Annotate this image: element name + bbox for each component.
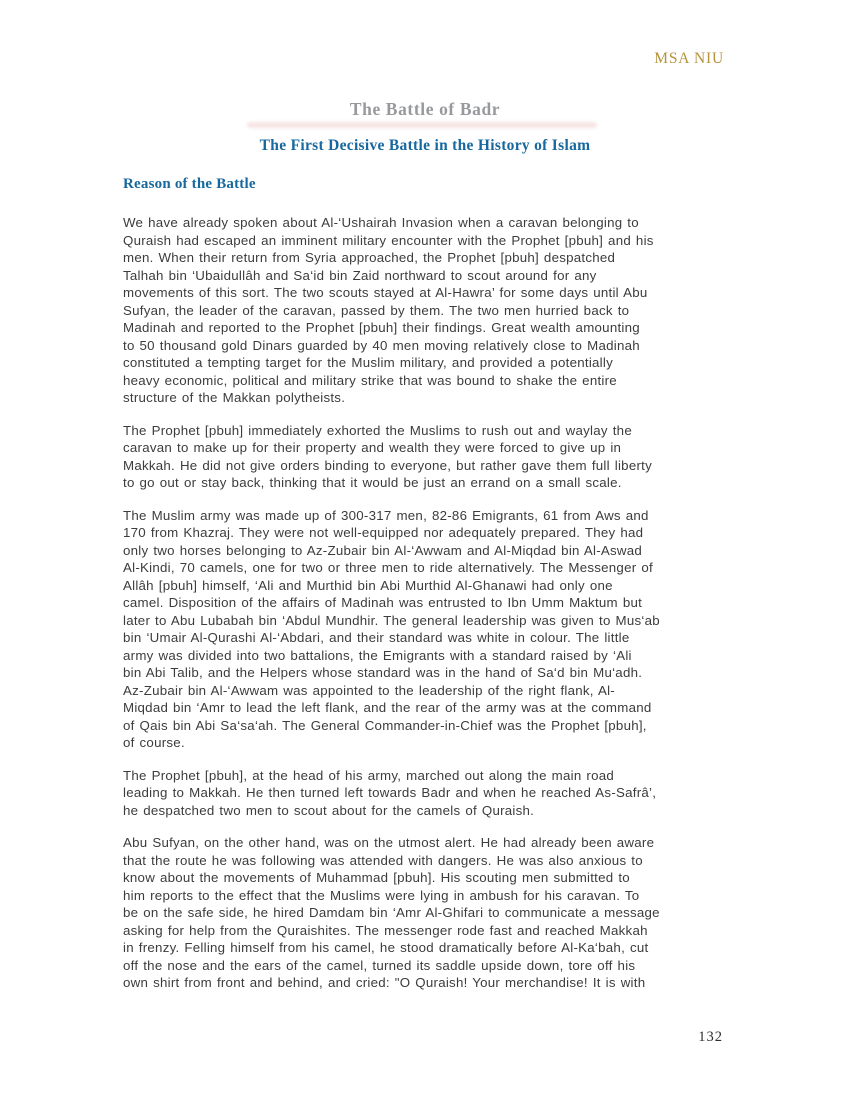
text-line: Quraish had escaped an imminent military encounter with the Prophet [pbuh] and his [123, 232, 654, 248]
text-line: to go out or stay back, thinking that it would be just an errand on a small scale. [123, 475, 622, 490]
text-line: Madinah and reported to the Prophet [pbuh] their findings. Great wealth amounting [123, 320, 640, 335]
text-line: Az-Zubair bin Al-‘Awwam was appointed to the leadership of the right flank, Al- [123, 682, 615, 698]
text-line: The Muslim army was made up of 300-317 men, 82-86 Emigrants, 61 from Aws and [123, 507, 649, 523]
text-line: be on the safe side, he hired Damdam bin ‘Amr Al-Ghifari to communicate a message [123, 905, 660, 920]
text-line: only two horses belonging to Az-Zubair bin Al-‘Awwam and Al-Miqdad bin Al-Aswad [123, 542, 643, 558]
text-line: army was divided into two battalions, the Emigrants with a standard raised by ‘Ali [123, 647, 632, 663]
text-line: of course. [123, 735, 185, 750]
text-line: Abu Sufyan, on the other hand, was on the utmost alert. He had already been aware [123, 835, 655, 850]
page-title: The Battle of Badr [349, 99, 501, 119]
text-line: movements of this sort. The two scouts stayed at Al-Hawra’ for some days until Abu [123, 285, 648, 300]
text-line: him reports to the effect that the Muslims were lying in ambush for his caravan. To [123, 887, 640, 903]
text-line: constituted a tempting target for the Muslim military, and provided a potentially [123, 355, 613, 370]
paragraph [123, 214, 735, 407]
text-line: Miqdad bin ‘Amr to lead the left flank, and the rear of the army was at the command [123, 700, 652, 715]
text-line: caravan to make up for their property and wealth they were forced to give up in [123, 440, 622, 455]
scan-artifact [247, 122, 597, 128]
text-line: Talhah bin ‘Ubaidullâh and Sa‘id bin Zaid northward to scout around for any [123, 267, 597, 283]
header-org-label: MSA NIU [654, 50, 724, 67]
text-line: in frenzy. Felling himself from his camel, he stood dramatically before Al-Ka‘bah, cut [123, 940, 649, 955]
document-subtitle: The First Decisive Battle in the History of Islam [259, 137, 591, 154]
text-line: that the route he was following was attended with dangers. He was also anxious to [123, 852, 643, 868]
text-line: heavy economic, political and military strike that was bound to shake the entire [123, 372, 617, 388]
paragraph [123, 767, 735, 820]
text-line: We have already spoken about Al-‘Ushairah Invasion when a caravan belonging to [123, 215, 639, 230]
text-line: Al-Kindi, 70 camels, one for two or three men to ride alternatively. The Messenger of [123, 560, 653, 575]
text-line: The Prophet [pbuh], at the head of his army, marched out along the main road [123, 767, 615, 783]
page-number: 132 [698, 1029, 723, 1045]
text-line: asking for help from the Quraishites. The messenger rode fast and reached Makkah [123, 922, 648, 938]
paragraph [123, 834, 735, 992]
text-line: camel. Disposition of the affairs of Madinah was entrusted to Ibn Umm Maktum but [123, 595, 643, 610]
text-line: Makkah. He did not give orders binding to everyone, but rather gave them full liberty [123, 457, 652, 473]
text-line: Allâh [pbuh] himself, ‘Ali and Murthid bin Abi Murthid Al-Ghanawi had only one [123, 577, 613, 593]
paragraph [123, 422, 735, 492]
section-heading: Reason of the Battle [123, 176, 256, 192]
text-line: leading to Makkah. He then turned left towards Badr and when he reached As-Safrâ’, [123, 785, 657, 800]
text-line: 170 from Khazraj. They were not well-equipped nor adequately prepared. They had [123, 525, 644, 540]
text-line: off the nose and the ears of the camel, turned its saddle upside down, tore off his [123, 957, 636, 973]
text-line: he despatched two men to scout about for the camels of Quraish. [123, 802, 535, 818]
text-line: men. When their return from Syria approached, the Prophet [pbuh] despatched [123, 250, 616, 265]
text-line: structure of the Makkan polytheists. [123, 390, 346, 405]
text-line: know about the movements of Muhammad [pbuh]. His scouting men submitted to [123, 870, 630, 885]
text-line: Sufyan, the leader of the caravan, passed by them. The two men hurried back to [123, 302, 630, 318]
text-line: later to Abu Lubabah bin ‘Abdul Mundhir. The general leadership was given to Mus‘ab [123, 612, 660, 628]
text-line: to 50 thousand gold Dinars guarded by 40 men moving relatively close to Madinah [123, 337, 640, 353]
text-line: own shirt from front and behind, and cried: "O Quraish! Your merchandise! It is with [123, 975, 646, 990]
text-line: of Qais bin Abi Sa‘sa‘ah. The General Commander-in-Chief was the Prophet [pbuh], [123, 717, 647, 733]
text-line: bin ‘Umair Al-Qurashi Al-‘Abdari, and their standard was white in colour. The little [123, 630, 630, 645]
paragraph [123, 507, 735, 752]
text-line: The Prophet [pbuh] immediately exhorted the Muslims to rush out and waylay the [123, 422, 632, 438]
document-body [123, 214, 735, 992]
text-line: bin Abi Talib, and the Helpers whose standard was in the hand of Sa‘d bin Mu‘adh. [123, 665, 643, 680]
